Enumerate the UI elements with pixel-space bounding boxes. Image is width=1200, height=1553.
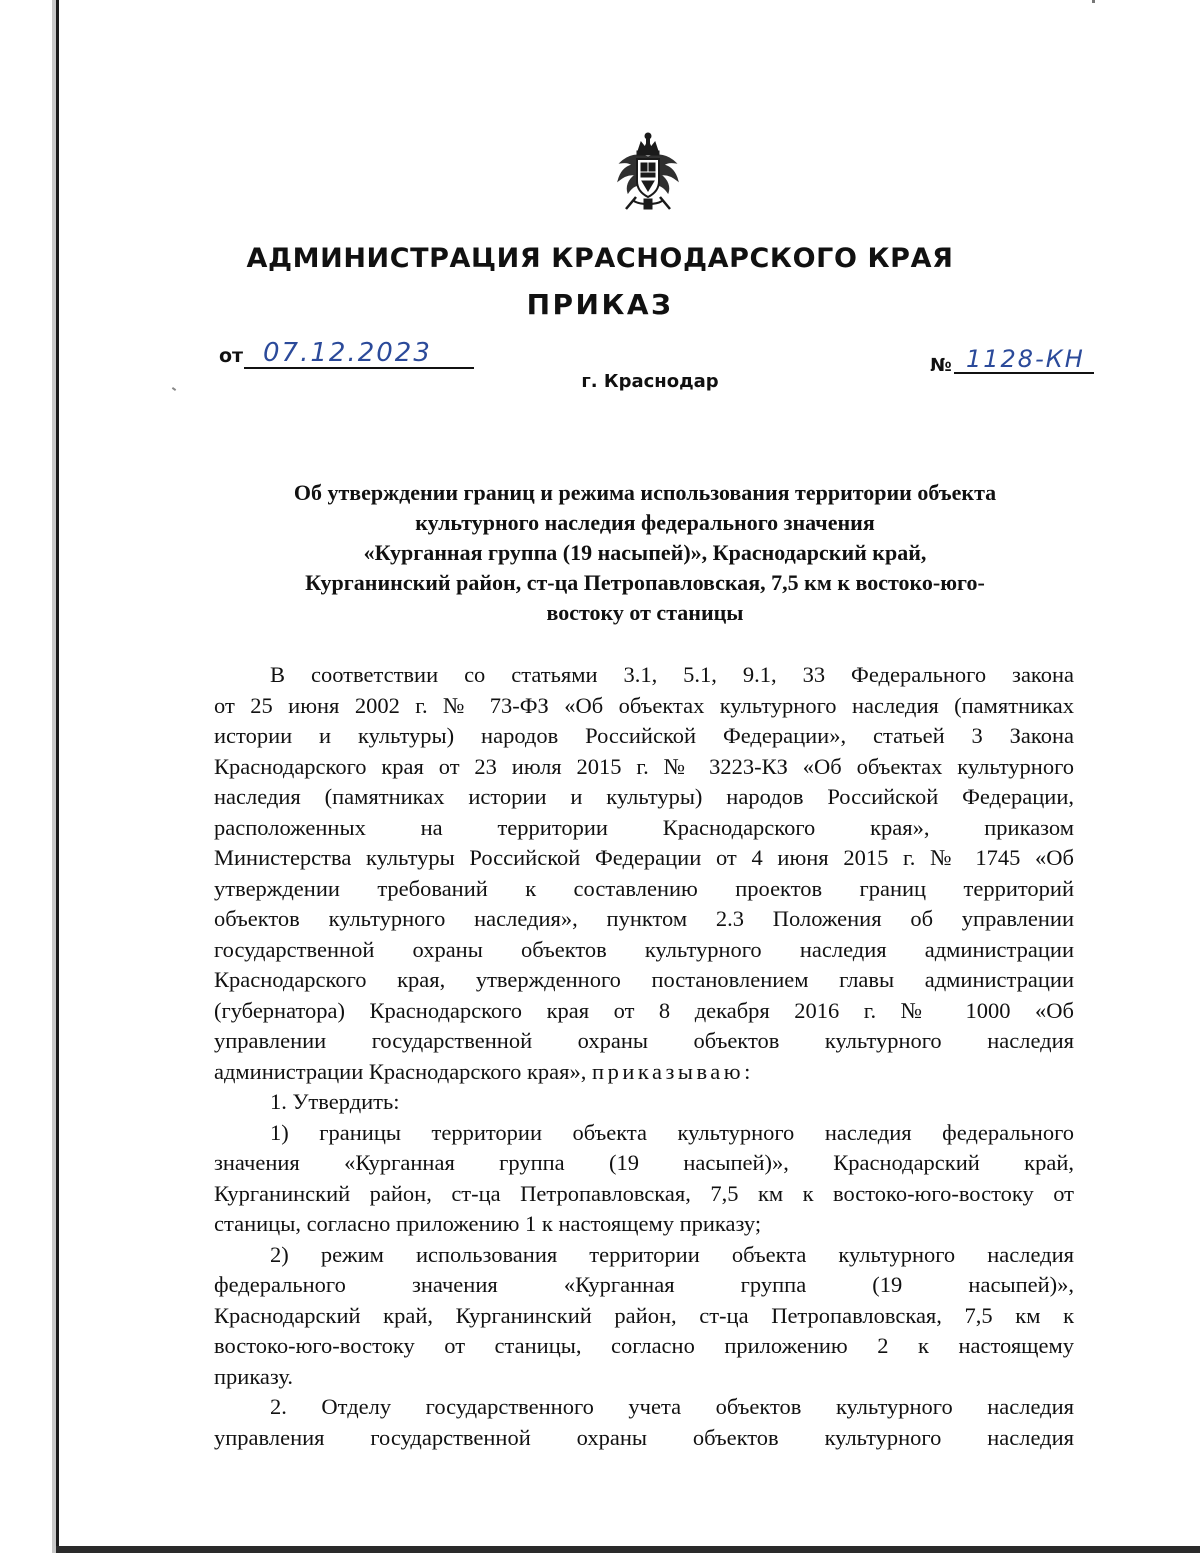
scan-bottom-edge — [56, 1546, 1200, 1553]
body-line: Министерства культуры Российской Федерации от 4 июня 2015 г. № 1745 «Об — [214, 845, 1074, 870]
body-line: государственной охраны объектов культурного наследия администрации — [214, 936, 1074, 962]
number-label: № — [930, 355, 952, 376]
body-line: 2) режим использования территории объекта культурного наследия — [270, 1241, 1074, 1267]
body-line: управлении государственной охраны объектов культурного наследия — [214, 1028, 1074, 1053]
date-label: от — [219, 345, 244, 367]
body-line: управления государственной охраны объектов культурного наследия — [214, 1424, 1074, 1450]
body-line: 2. Отделу государственного учета объектов культурного наследия — [270, 1394, 1074, 1419]
item-heading: 1. Утвердить: — [270, 1089, 400, 1114]
organization-title: АДМИНИСТРАЦИЯ КРАСНОДАРСКОГО КРАЯ — [246, 243, 954, 274]
title-line: «Курганная группа (19 насыпей)», Краснодарский край, — [363, 540, 927, 565]
body-line: от 25 июня 2002 г. № 73-ФЗ «Об объектах культурного наследия (памятниках — [214, 692, 1074, 718]
body-line: Краснодарский край, Курганинский район, ст-ца Петропавловская, 7,5 км к — [214, 1302, 1074, 1328]
body-line: федерального значения «Курганная группа (19 насыпей)», — [214, 1272, 1074, 1297]
body-line: Краснодарского края, утвержденного постановлением главы администрации — [214, 967, 1074, 992]
body-line: В соответствии со статьями 3.1, 5.1, 9.1, 33 Федерального закона — [270, 662, 1074, 687]
coat-of-arms-icon — [614, 131, 682, 213]
order-body — [214, 660, 1074, 1453]
order-title — [200, 478, 1090, 628]
body-line: истории и культуры) народов Российской Федерации», статьей 3 Закона — [214, 723, 1074, 748]
body-line: Краснодарского края от 23 июля 2015 г. № 3223-КЗ «Об объектах культурного — [214, 753, 1074, 779]
body-line: значения «Курганная группа (19 насыпей)», Краснодарский край, — [214, 1150, 1074, 1175]
document-type: ПРИКАЗ — [526, 288, 674, 321]
body-line: востоко-юго-востоку от станицы, согласно приложению 2 к настоящему — [214, 1333, 1074, 1358]
order-verb: приказываю — [592, 1058, 745, 1084]
title-line: Курганинский район, ст-ца Петропавловская, 7,5 км к востоко-юго- — [305, 570, 985, 595]
body-line: расположенных на территории Краснодарского края», приказом — [214, 814, 1074, 840]
handwritten-number: 1128-КН — [966, 345, 1085, 373]
body-line: наследия (памятниках истории и культуры) народов Российской Федерации, — [214, 784, 1074, 809]
title-line: востоку от станицы — [546, 600, 744, 625]
body-line-text: администрации Краснодарского края», — [214, 1058, 587, 1084]
body-line: объектов культурного наследия», пунктом 2.3 Положения об управлении — [214, 906, 1074, 931]
body-line: 1) границы территории объекта культурного наследия федерального — [270, 1119, 1074, 1145]
body-line: приказу. — [214, 1363, 293, 1389]
body-line: утверждении требований к составлению проектов границ территорий — [214, 875, 1074, 901]
scan-left-edge — [0, 0, 60, 1553]
body-line: Курганинский район, ст-ца Петропавловская, 7,5 км к востоко-юго-востоку от — [214, 1180, 1074, 1206]
handwritten-date: 07.12.2023 — [263, 338, 432, 368]
city-label: г. Краснодар — [581, 371, 719, 392]
scan-corner-mark — [1092, 0, 1095, 3]
body-line: станицы, согласно приложению 1 к настоящему приказу; — [214, 1211, 762, 1236]
title-line: культурного наследия федерального значения — [415, 510, 875, 535]
body-line: администрации Краснодарского края», приказываю: — [214, 1058, 751, 1084]
title-line: Об утверждении границ и режима использования территории объекта — [293, 480, 997, 505]
body-line: (губернатора) Краснодарского края от 8 декабря 2016 г. № 1000 «Об — [214, 997, 1074, 1023]
scan-left-edge-line — [56, 0, 59, 1553]
